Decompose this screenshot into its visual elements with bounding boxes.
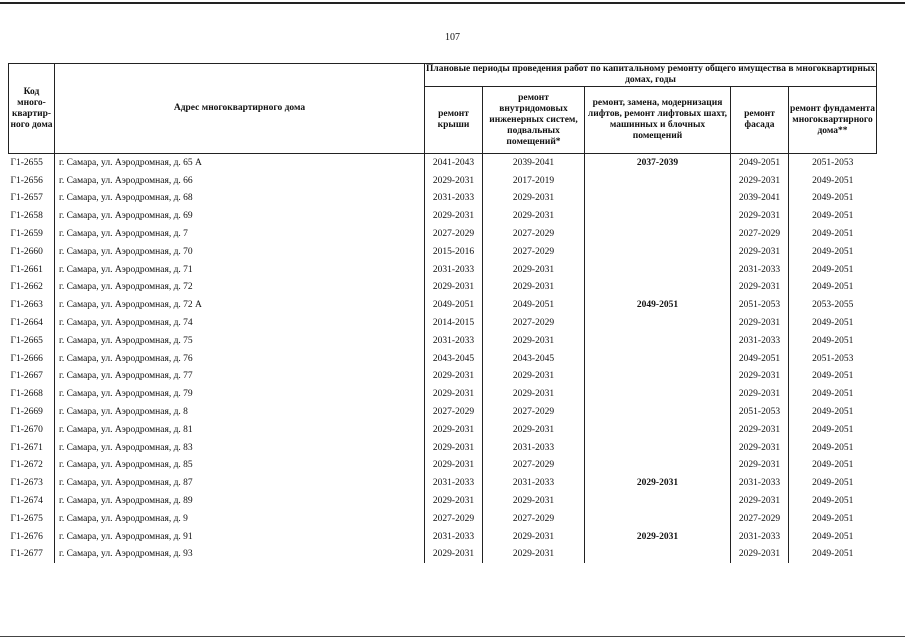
facade-cell: 2029-2031 (731, 207, 789, 225)
code-cell: Г1-2675 (10, 513, 43, 524)
lifts-cell (585, 261, 731, 279)
page-number: 107 (445, 32, 460, 43)
lifts-cell: 2029-2031 (585, 474, 731, 492)
facade-cell: 2039-2041 (731, 190, 789, 208)
foundation-cell: 2049-2051 (789, 528, 877, 546)
address-cell: г. Самара, ул. Аэродромная, д. 65 А (55, 154, 425, 172)
roof-cell: 2029-2031 (425, 368, 483, 386)
systems-cell: 2039-2041 (483, 154, 585, 172)
foundation-cell: 2049-2051 (789, 368, 877, 386)
facade-cell: 2031-2033 (731, 332, 789, 350)
systems-cell: 2029-2031 (483, 190, 585, 208)
facade-cell: 2049-2051 (731, 350, 789, 368)
table-row (9, 385, 877, 403)
foundation-cell: 2049-2051 (789, 403, 877, 421)
foundation-cell: 2049-2051 (789, 243, 877, 261)
address-cell: г. Самара, ул. Аэродромная, д. 81 (55, 421, 425, 439)
lifts-cell (585, 279, 731, 297)
systems-cell: 2027-2029 (483, 510, 585, 528)
lifts-cell: 2029-2031 (585, 528, 731, 546)
code-cell: Г1-2666 (10, 353, 43, 364)
foundation-cell: 2049-2051 (789, 492, 877, 510)
header-systems: ремонт внутридомовых инженерных систем, подвальных помещений* (483, 87, 585, 154)
foundation-cell: 2049-2051 (789, 546, 877, 564)
code-cell: Г1-2672 (10, 460, 43, 471)
foundation-cell: 2049-2051 (789, 385, 877, 403)
header-address: Адрес многоквартирного дома (55, 64, 425, 154)
code-cell: Г1-2664 (10, 318, 43, 329)
table-row (9, 546, 877, 564)
code-cell: Г1-2665 (10, 335, 43, 346)
lifts-cell (585, 207, 731, 225)
systems-cell: 2029-2031 (483, 492, 585, 510)
lifts-cell: 2037-2039 (585, 154, 731, 172)
header-lifts: ремонт, замена, модернизация лифтов, ремонт лифтовых шахт, машинных и блочных помещений (585, 87, 731, 154)
code-cell: Г1-2676 (10, 531, 43, 542)
foundation-cell: 2049-2051 (789, 510, 877, 528)
code-cell: Г1-2674 (10, 496, 43, 507)
address-cell: г. Самара, ул. Аэродромная, д. 93 (55, 546, 425, 564)
address-cell: г. Самара, ул. Аэродромная, д. 71 (55, 261, 425, 279)
foundation-cell: 2049-2051 (789, 332, 877, 350)
address-cell: г. Самара, ул. Аэродромная, д. 74 (55, 314, 425, 332)
lifts-cell (585, 350, 731, 368)
foundation-cell: 2049-2051 (789, 225, 877, 243)
roof-cell: 2029-2031 (425, 207, 483, 225)
systems-cell: 2027-2029 (483, 403, 585, 421)
table-row (9, 403, 877, 421)
facade-cell: 2029-2031 (731, 385, 789, 403)
address-cell: г. Самара, ул. Аэродромная, д. 66 (55, 172, 425, 190)
code-cell: Г1-2657 (10, 193, 43, 204)
facade-cell: 2051-2053 (731, 296, 789, 314)
roof-cell: 2029-2031 (425, 421, 483, 439)
roof-cell: 2031-2033 (425, 190, 483, 208)
roof-cell: 2029-2031 (425, 385, 483, 403)
address-cell: г. Самара, ул. Аэродромная, д. 70 (55, 243, 425, 261)
foundation-cell: 2049-2051 (789, 190, 877, 208)
lifts-cell (585, 243, 731, 261)
facade-cell: 2031-2033 (731, 528, 789, 546)
facade-cell: 2049-2051 (731, 154, 789, 172)
lifts-cell (585, 403, 731, 421)
systems-cell: 2017-2019 (483, 172, 585, 190)
roof-cell: 2029-2031 (425, 439, 483, 457)
lifts-cell (585, 332, 731, 350)
code-cell: Г1-2677 (10, 549, 43, 560)
lifts-cell (585, 492, 731, 510)
table-row (9, 457, 877, 475)
capital-repair-table (8, 63, 877, 563)
systems-cell: 2031-2033 (483, 474, 585, 492)
table-row (9, 439, 877, 457)
header-foundation: ремонт фундамента многоквартирного дома** (789, 87, 877, 154)
address-cell: г. Самара, ул. Аэродромная, д. 77 (55, 368, 425, 386)
table-row (9, 332, 877, 350)
facade-cell: 2029-2031 (731, 368, 789, 386)
address-cell: г. Самара, ул. Аэродромная, д. 69 (55, 207, 425, 225)
foundation-cell: 2051-2053 (789, 154, 877, 172)
roof-cell: 2031-2033 (425, 332, 483, 350)
roof-cell: 2041-2043 (425, 154, 483, 172)
foundation-cell: 2049-2051 (789, 314, 877, 332)
facade-cell: 2029-2031 (731, 492, 789, 510)
roof-cell: 2029-2031 (425, 172, 483, 190)
foundation-cell: 2053-2055 (789, 296, 877, 314)
table-row (9, 421, 877, 439)
facade-cell: 2029-2031 (731, 243, 789, 261)
code-cell: Г1-2662 (10, 282, 43, 293)
roof-cell: 2027-2029 (425, 225, 483, 243)
table-row (9, 474, 877, 492)
lifts-cell (585, 457, 731, 475)
address-cell: г. Самара, ул. Аэродромная, д. 9 (55, 510, 425, 528)
foundation-cell: 2051-2053 (789, 350, 877, 368)
address-cell: г. Самара, ул. Аэродромная, д. 7 (55, 225, 425, 243)
foundation-cell: 2049-2051 (789, 474, 877, 492)
roof-cell: 2029-2031 (425, 546, 483, 564)
address-cell: г. Самара, ул. Аэродромная, д. 87 (55, 474, 425, 492)
code-cell: Г1-2661 (10, 264, 43, 275)
lifts-cell (585, 421, 731, 439)
roof-cell: 2031-2033 (425, 474, 483, 492)
header-code: Код много-квартир-ного дома (9, 64, 55, 154)
lifts-cell (585, 368, 731, 386)
facade-cell: 2029-2031 (731, 546, 789, 564)
code-cell: Г1-2668 (10, 389, 43, 400)
lifts-cell (585, 172, 731, 190)
header-periods: Плановые периоды проведения работ по капитальному ремонту общего имущества в многоквартирных домах, годы (426, 64, 876, 85)
top-rule (0, 2, 905, 4)
foundation-cell: 2049-2051 (789, 457, 877, 475)
code-cell: Г1-2673 (10, 478, 43, 489)
systems-cell: 2029-2031 (483, 385, 585, 403)
table-row (9, 350, 877, 368)
roof-cell: 2027-2029 (425, 403, 483, 421)
lifts-cell (585, 225, 731, 243)
bottom-rule (0, 636, 905, 637)
address-cell: г. Самара, ул. Аэродромная, д. 76 (55, 350, 425, 368)
systems-cell: 2027-2029 (483, 314, 585, 332)
systems-cell: 2031-2033 (483, 439, 585, 457)
table-row (9, 172, 877, 190)
table-row (9, 314, 877, 332)
facade-cell: 2029-2031 (731, 439, 789, 457)
roof-cell: 2015-2016 (425, 243, 483, 261)
table-row (9, 261, 877, 279)
header-roof: ремонт крыши (425, 87, 483, 154)
lifts-cell (585, 439, 731, 457)
address-cell: г. Самара, ул. Аэродромная, д. 8 (55, 403, 425, 421)
systems-cell: 2029-2031 (483, 368, 585, 386)
code-cell: Г1-2671 (10, 442, 43, 453)
code-cell: Г1-2656 (10, 175, 43, 186)
table-row (9, 492, 877, 510)
roof-cell: 2049-2051 (425, 296, 483, 314)
table-row (9, 368, 877, 386)
address-cell: г. Самара, ул. Аэродромная, д. 89 (55, 492, 425, 510)
roof-cell: 2029-2031 (425, 457, 483, 475)
table-row (9, 279, 877, 297)
address-cell: г. Самара, ул. Аэродромная, д. 79 (55, 385, 425, 403)
table-row (9, 528, 877, 546)
lifts-cell (585, 314, 731, 332)
code-cell: Г1-2659 (10, 229, 43, 240)
facade-cell: 2029-2031 (731, 279, 789, 297)
address-cell: г. Самара, ул. Аэродромная, д. 83 (55, 439, 425, 457)
table-row (9, 207, 877, 225)
table-row (9, 154, 877, 172)
lifts-cell: 2049-2051 (585, 296, 731, 314)
systems-cell: 2043-2045 (483, 350, 585, 368)
roof-cell: 2031-2033 (425, 261, 483, 279)
systems-cell: 2049-2051 (483, 296, 585, 314)
foundation-cell: 2049-2051 (789, 172, 877, 190)
systems-cell: 2029-2031 (483, 546, 585, 564)
facade-cell: 2031-2033 (731, 474, 789, 492)
foundation-cell: 2049-2051 (789, 421, 877, 439)
address-cell: г. Самара, ул. Аэродромная, д. 75 (55, 332, 425, 350)
systems-cell: 2027-2029 (483, 457, 585, 475)
foundation-cell: 2049-2051 (789, 261, 877, 279)
systems-cell: 2029-2031 (483, 528, 585, 546)
table-row (9, 296, 877, 314)
table-row (9, 225, 877, 243)
code-cell: Г1-2655 (10, 157, 43, 168)
facade-cell: 2029-2031 (731, 172, 789, 190)
code-cell: Г1-2660 (10, 246, 43, 257)
address-cell: г. Самара, ул. Аэродромная, д. 72 (55, 279, 425, 297)
code-cell: Г1-2663 (10, 300, 43, 311)
roof-cell: 2043-2045 (425, 350, 483, 368)
table-row (9, 243, 877, 261)
foundation-cell: 2049-2051 (789, 439, 877, 457)
lifts-cell (585, 190, 731, 208)
systems-cell: 2029-2031 (483, 421, 585, 439)
systems-cell: 2029-2031 (483, 207, 585, 225)
facade-cell: 2029-2031 (731, 314, 789, 332)
foundation-cell: 2049-2051 (789, 279, 877, 297)
foundation-cell: 2049-2051 (789, 207, 877, 225)
roof-cell: 2014-2015 (425, 314, 483, 332)
table-row (9, 190, 877, 208)
systems-cell: 2027-2029 (483, 243, 585, 261)
facade-cell: 2029-2031 (731, 421, 789, 439)
address-cell: г. Самара, ул. Аэродромная, д. 68 (55, 190, 425, 208)
roof-cell: 2031-2033 (425, 528, 483, 546)
facade-cell: 2029-2031 (731, 457, 789, 475)
code-cell: Г1-2670 (10, 424, 43, 435)
systems-cell: 2029-2031 (483, 261, 585, 279)
facade-cell: 2031-2033 (731, 261, 789, 279)
facade-cell: 2051-2053 (731, 403, 789, 421)
code-cell: Г1-2669 (10, 407, 43, 418)
address-cell: г. Самара, ул. Аэродромная, д. 85 (55, 457, 425, 475)
header-facade: ремонт фасада (731, 87, 789, 154)
facade-cell: 2027-2029 (731, 510, 789, 528)
code-cell: Г1-2667 (10, 371, 43, 382)
systems-cell: 2029-2031 (483, 279, 585, 297)
table-row (9, 510, 877, 528)
roof-cell: 2027-2029 (425, 510, 483, 528)
systems-cell: 2027-2029 (483, 225, 585, 243)
systems-cell: 2029-2031 (483, 332, 585, 350)
lifts-cell (585, 385, 731, 403)
lifts-cell (585, 546, 731, 564)
lifts-cell (585, 510, 731, 528)
roof-cell: 2029-2031 (425, 492, 483, 510)
address-cell: г. Самара, ул. Аэродромная, д. 72 А (55, 296, 425, 314)
code-cell: Г1-2658 (10, 211, 43, 222)
facade-cell: 2027-2029 (731, 225, 789, 243)
address-cell: г. Самара, ул. Аэродромная, д. 91 (55, 528, 425, 546)
roof-cell: 2029-2031 (425, 279, 483, 297)
